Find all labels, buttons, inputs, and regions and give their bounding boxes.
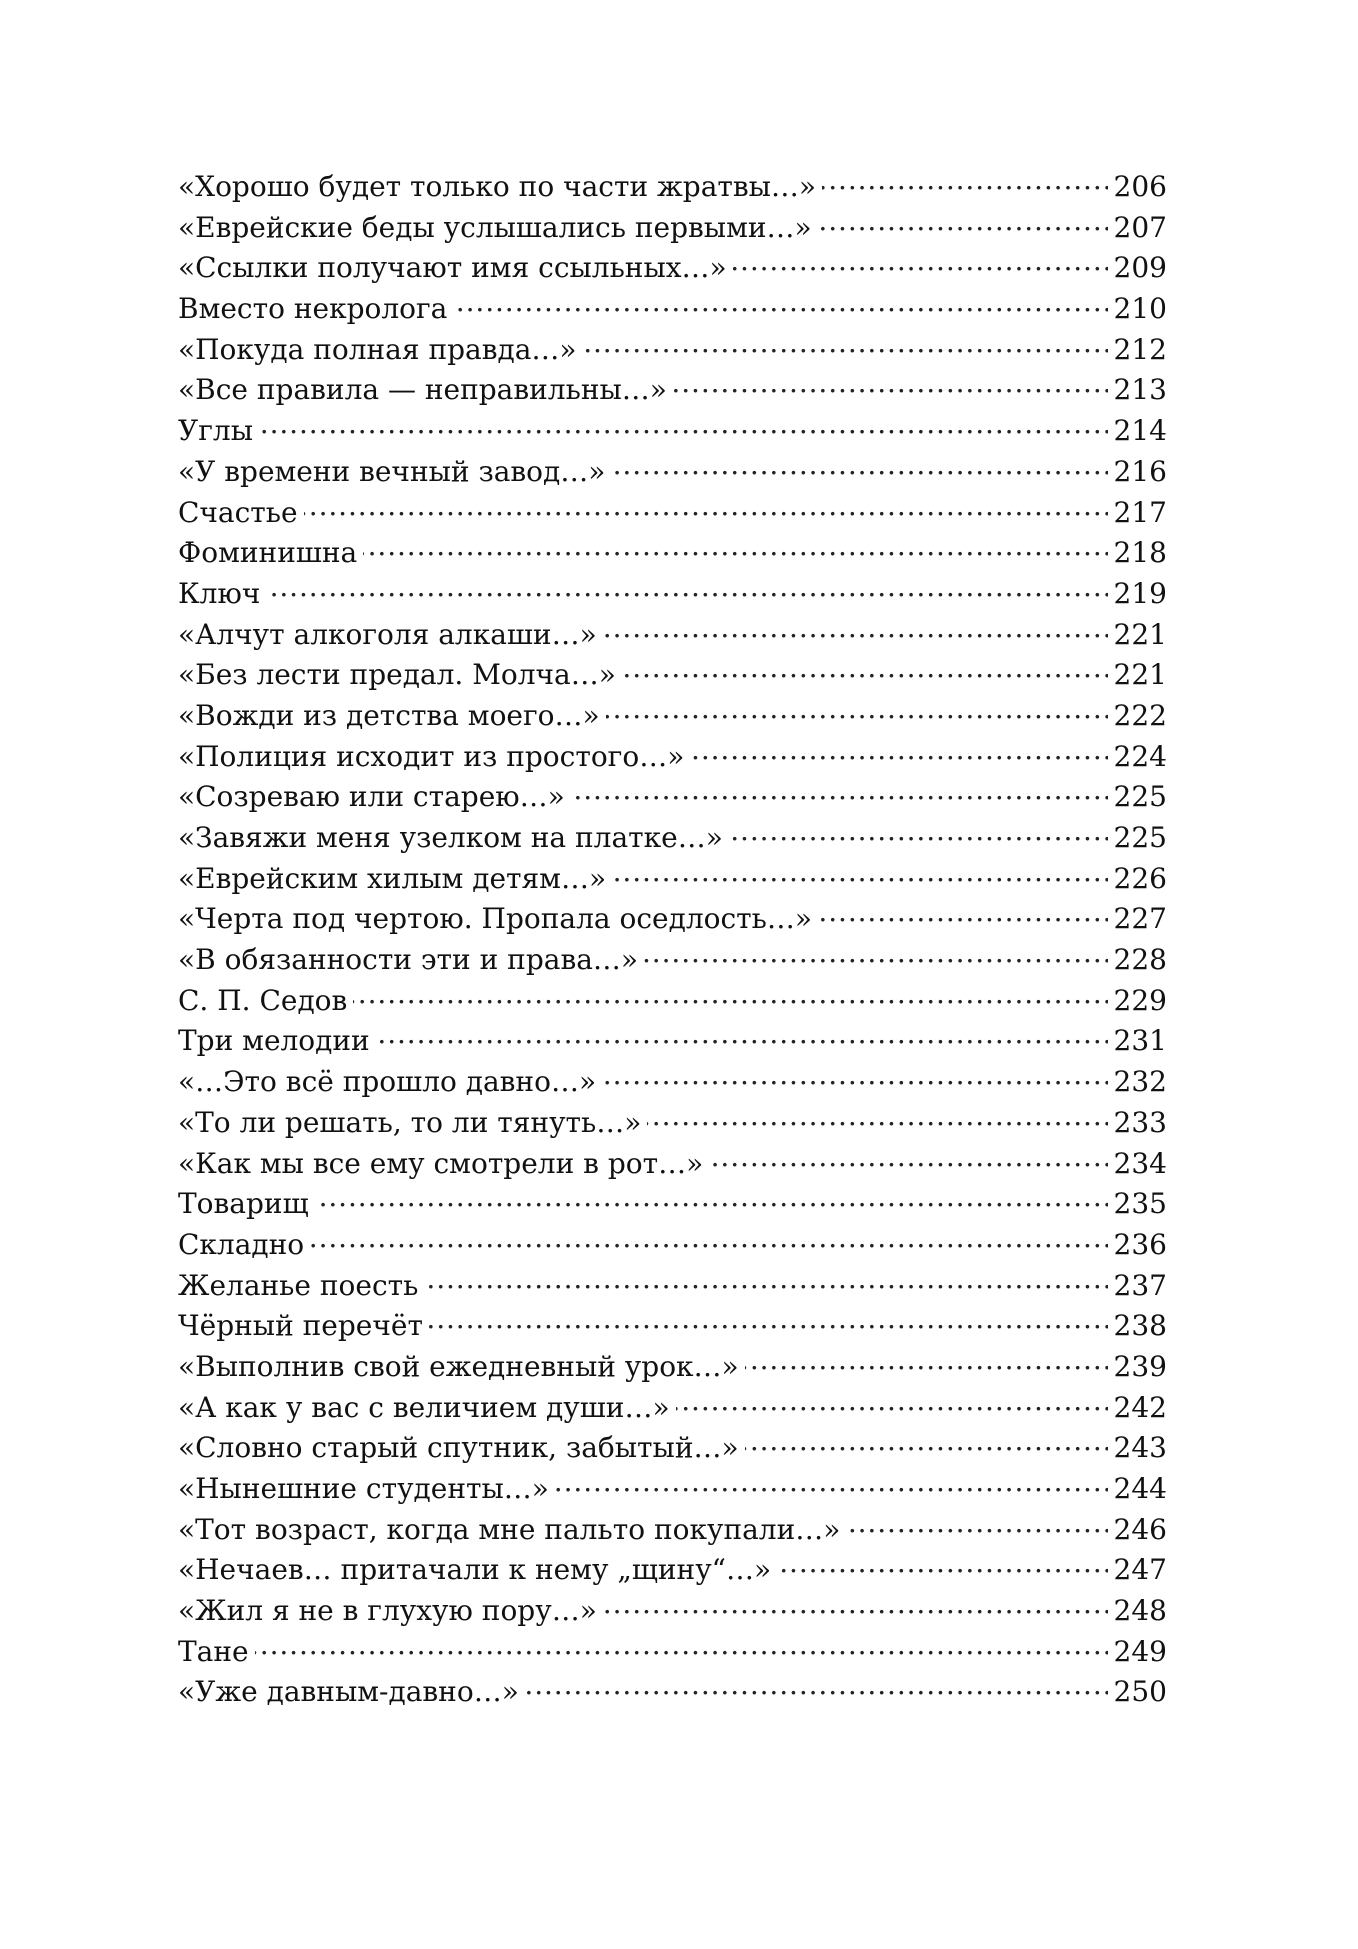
toc-entry [178,1145,1167,1186]
toc-entry [178,900,1167,941]
dot-leader [733,249,1108,277]
toc-entry-page: 226 [1113,861,1167,895]
toc-entry-title: «Созреваю или старею…» [178,780,565,814]
dot-leader [310,1226,1107,1254]
toc-entry-page: 225 [1113,821,1167,854]
dot-leader [255,1633,1108,1661]
dot-leader [676,1389,1108,1417]
toc-entry-title: Фоминишна [178,536,358,570]
toc-entry-page: 217 [1113,495,1167,529]
toc-entry-page: 250 [1113,1675,1167,1709]
toc-entry [178,1470,1167,1511]
toc-entry [178,534,1167,575]
toc-entry [178,1348,1167,1389]
toc-entry-page: 248 [1113,1594,1167,1628]
toc-entry-title: Товарищ [178,1187,309,1221]
toc-entry [178,371,1167,412]
toc-entry-page: 224 [1113,739,1167,773]
dot-leader [315,1185,1108,1213]
toc-entry-page: 243 [1113,1431,1167,1465]
toc-entry-title: «Еврейским хилым детям…» [178,861,607,895]
toc-entry-title: «В обязанности эти и права…» [178,943,639,977]
toc-entry [178,738,1167,779]
dot-leader [525,1673,1108,1701]
dot-leader [690,738,1107,766]
toc-entry-page: 213 [1113,373,1167,407]
toc-entry [178,860,1167,901]
toc-entry-title: Тане [178,1634,249,1668]
toc-entry-page: 234 [1113,1146,1167,1180]
toc-entry-page: 246 [1113,1512,1167,1546]
toc-entry-title: «Черта под чертою. Пропала оседлость…» [178,902,813,936]
toc-entry-title: «Нечаев… притачали к нему „щину“…» [178,1553,772,1587]
toc-entry [178,1267,1167,1308]
toc-entry-page: 221 [1113,658,1167,692]
toc-entry-title: «Завяжи меня узелком на платке…» [178,821,723,854]
toc-entry [178,1104,1167,1145]
toc-entry [178,249,1167,290]
toc-entry-page: 244 [1113,1472,1167,1505]
dot-leader [606,697,1108,725]
dot-leader [709,1145,1107,1173]
toc-entry [178,982,1167,1023]
toc-entry [178,1429,1167,1470]
toc-entry-title: Чёрный перечёт [178,1309,423,1343]
toc-entry-title: Счастье [178,495,298,529]
toc-entry-page: 225 [1113,780,1167,814]
toc-entry [178,494,1167,535]
dot-leader [822,168,1107,196]
toc-entry-page: 206 [1113,170,1167,203]
dot-leader [376,1022,1108,1050]
dot-leader [622,656,1108,684]
toc-entry-page: 238 [1113,1309,1167,1343]
dot-leader [745,1348,1108,1376]
dot-leader [555,1470,1108,1498]
dot-leader [304,494,1108,522]
toc-entry-page: 239 [1113,1349,1167,1383]
dot-leader [818,209,1108,237]
toc-entry-title: «А как у вас с величием души…» [178,1390,670,1424]
dot-leader [453,290,1107,318]
dot-leader [846,1511,1107,1539]
toc-entry [178,331,1167,372]
toc-entry-page: 231 [1113,1024,1167,1058]
toc-entry-page: 216 [1113,454,1167,488]
toc-entry-title: Три мелодии [178,1024,370,1058]
toc-entry [178,1511,1167,1552]
toc-entry [178,616,1167,657]
toc-entry-page: 237 [1113,1268,1167,1302]
toc-entry-page: 235 [1113,1187,1167,1221]
toc-entry-title: «Все правила — неправильны…» [178,373,667,407]
toc-entry-page: 236 [1113,1227,1167,1261]
toc-entry-page: 214 [1113,414,1167,448]
toc-entry-title: «У времени вечный завод…» [178,454,606,488]
dot-leader [745,1429,1108,1457]
dot-leader [266,575,1107,603]
dot-leader [644,941,1108,969]
toc-entry [178,819,1167,860]
dot-leader [424,1267,1107,1295]
toc-entry-title: «Ссылки получают имя ссыльных…» [178,251,727,285]
toc-entry-page: 233 [1113,1105,1167,1139]
toc-entry-page: 207 [1113,210,1167,244]
toc-entry-page: 228 [1113,943,1167,977]
toc-entry-page: 222 [1113,698,1167,732]
dot-leader [673,371,1108,399]
toc-entry [178,575,1167,616]
toc-entry [178,1226,1167,1267]
toc-entry-title: «Полиция исходит из простого…» [178,739,685,773]
toc-entry-page: 221 [1113,617,1167,651]
toc-entry [178,168,1167,209]
dot-leader [729,819,1108,847]
toc-entry-title: «…Это всё прошло давно…» [178,1065,597,1099]
dot-leader [353,982,1107,1010]
toc-entry-title: С. П. Седов [178,983,348,1017]
dot-leader [603,1592,1108,1620]
toc-entry [178,1673,1167,1714]
toc-entry-title: Складно [178,1227,305,1261]
dot-leader [612,860,1107,888]
dot-leader [602,1063,1107,1091]
toc-entry-page: 249 [1113,1634,1167,1668]
toc-entry-title: «Покуда полная правда…» [178,332,577,366]
toc-entry-title: «Без лести предал. Молча…» [178,658,616,692]
dot-leader [611,453,1107,481]
toc-entry [178,656,1167,697]
toc-entry-page: 227 [1113,902,1167,936]
toc-entry [178,453,1167,494]
toc-entry-title: «То ли решать, то ли тянуть…» [178,1105,642,1139]
toc-entry [178,941,1167,982]
toc-entry-page: 232 [1113,1065,1167,1099]
toc-entry-title: «Тот возраст, когда мне пальто покупали…» [178,1512,841,1546]
toc-entry-title: «Алчут алкоголя алкаши…» [178,617,597,651]
dot-leader [818,900,1108,928]
toc-entry-title: «Вожди из детства моего…» [178,698,600,732]
toc-entry-page: 218 [1113,536,1167,570]
toc-entry-page: 242 [1113,1390,1167,1424]
toc-entry-page: 219 [1113,576,1167,610]
toc-entry-page: 210 [1113,292,1167,326]
toc-entry [178,1551,1167,1592]
toc-entry [178,1022,1167,1063]
table-of-contents [178,168,1167,1714]
dot-leader [583,331,1108,359]
toc-entry [178,1185,1167,1226]
toc-entry [178,1633,1167,1674]
toc-entry-title: «Хорошо будет только по части жратвы…» [178,170,817,203]
toc-entry-page: 247 [1113,1553,1167,1587]
toc-entry-page: 212 [1113,332,1167,366]
toc-entry-title: «Нынешние студенты…» [178,1472,549,1505]
dot-leader [647,1104,1107,1132]
toc-entry [178,1307,1167,1348]
toc-entry [178,697,1167,738]
toc-entry [178,412,1167,453]
toc-entry-page: 229 [1113,983,1167,1017]
toc-entry-title: «Жил я не в глухую пору…» [178,1594,597,1628]
dot-leader [571,778,1108,806]
toc-entry-title: Желанье поесть [178,1268,419,1302]
toc-entry [178,1063,1167,1104]
dot-leader [603,616,1108,644]
toc-entry [178,209,1167,250]
dot-leader [259,412,1108,440]
toc-entry [178,290,1167,331]
toc-entry-title: Ключ [178,576,261,610]
toc-entry [178,778,1167,819]
toc-entry-title: Углы [178,414,253,448]
toc-entry [178,1389,1167,1430]
toc-entry-title: «Как мы все ему смотрели в рот…» [178,1146,704,1180]
dot-leader [429,1307,1108,1335]
toc-entry-title: Вместо некролога [178,292,448,326]
dot-leader [363,534,1107,562]
toc-entry-title: «Выполнив свой ежедневный урок…» [178,1349,739,1383]
toc-entry [178,1592,1167,1633]
toc-entry-page: 209 [1113,251,1167,285]
toc-entry-title: «Словно старый спутник, забытый…» [178,1431,739,1465]
toc-entry-title: «Еврейские беды услышались первыми…» [178,210,812,244]
toc-entry-title: «Уже давным-давно…» [178,1675,519,1709]
dot-leader [777,1551,1107,1579]
